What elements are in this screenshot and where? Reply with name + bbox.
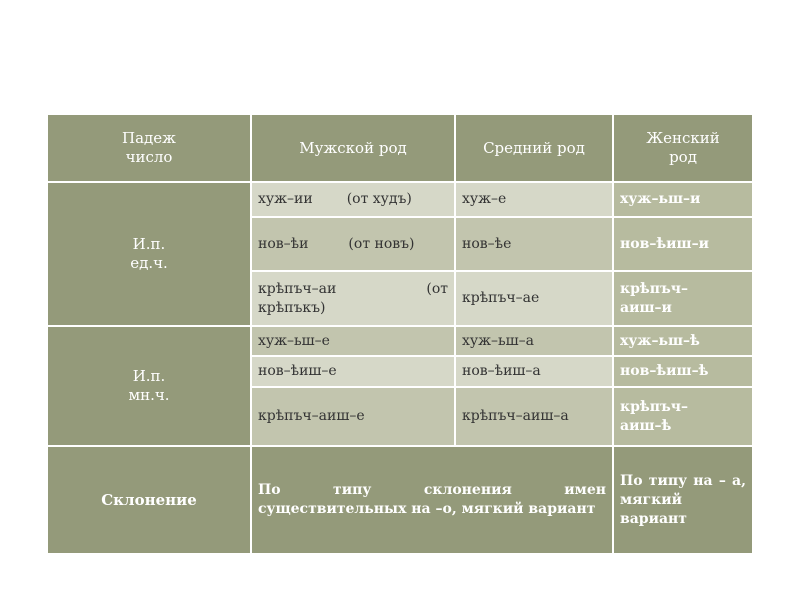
r6-f-line1: крѣпъч– — [620, 398, 688, 415]
header-feminine-line2: род — [669, 148, 697, 166]
r3-m-note-start: (от — [426, 280, 448, 297]
cell-r2-feminine: нов–ѣиш–и — [614, 218, 752, 272]
cell-r3-neuter: крѣпъч–ае — [456, 272, 614, 327]
footer-masc-neut — [252, 447, 614, 555]
row-label-nom-pl — [48, 327, 252, 447]
r1-m-note: (от худъ) — [346, 191, 412, 207]
r3-m-form: крѣпъч–аи — [258, 280, 337, 297]
footer-masc-neut-text: По типу склонения имен существительных на –о, мягкий вариант — [258, 482, 606, 517]
header-masculine: Мужской род — [252, 115, 456, 183]
header-feminine — [614, 115, 752, 183]
nom-pl-number: мн.ч. — [128, 386, 170, 404]
cell-r3-feminine — [614, 272, 752, 327]
header-number-label: число — [125, 148, 173, 166]
r3-f-line2: аиш–и — [620, 299, 672, 316]
header-case-label: Падеж — [122, 129, 176, 147]
cell-r5-masculine: нов–ѣиш–е — [252, 357, 456, 388]
cell-r6-masculine: крѣпъч–аиш–е — [252, 388, 456, 447]
cell-r5-feminine: нов–ѣиш–ѣ — [614, 357, 752, 388]
cell-r2-masculine — [252, 218, 456, 272]
nom-sg-case: И.п. — [132, 235, 166, 253]
cell-r2-neuter: нов–ѣе — [456, 218, 614, 272]
footer-feminine — [614, 447, 752, 555]
header-case-number — [48, 115, 252, 183]
nom-sg-number: ед.ч. — [130, 254, 168, 272]
footer-feminine-text: По типу на – а, мягкий вариант — [620, 472, 746, 527]
cell-r4-masculine: хуж–ьш–е — [252, 327, 456, 357]
r1-m-form: хуж–ии — [258, 191, 313, 207]
cell-r6-neuter: крѣпъч–аиш–а — [456, 388, 614, 447]
cell-r4-feminine: хуж–ьш–ѣ — [614, 327, 752, 357]
cell-r4-neuter: хуж–ьш–а — [456, 327, 614, 357]
row-label-nom-sg — [48, 183, 252, 327]
cell-r6-feminine — [614, 388, 752, 447]
r2-m-note: (от новъ) — [348, 235, 415, 252]
cell-r1-neuter: хуж–е — [456, 183, 614, 218]
cell-r1-masculine — [252, 183, 456, 218]
nom-pl-case: И.п. — [132, 367, 166, 385]
header-feminine-line1: Женский — [646, 129, 720, 147]
r6-f-line2: аиш–ѣ — [620, 417, 672, 434]
cell-r1-feminine: хуж–ьш–и — [614, 183, 752, 218]
cell-r5-neuter: нов–ѣиш–а — [456, 357, 614, 388]
footer-label: Склонение — [48, 447, 252, 555]
r3-f-line1: крѣпъч– — [620, 280, 688, 297]
cell-r3-masculine — [252, 272, 456, 327]
r2-m-form: нов–ѣи — [258, 235, 309, 252]
declension-table — [48, 115, 752, 555]
r3-m-note-end: крѣпъкъ) — [258, 299, 326, 316]
header-neuter: Средний род — [456, 115, 614, 183]
